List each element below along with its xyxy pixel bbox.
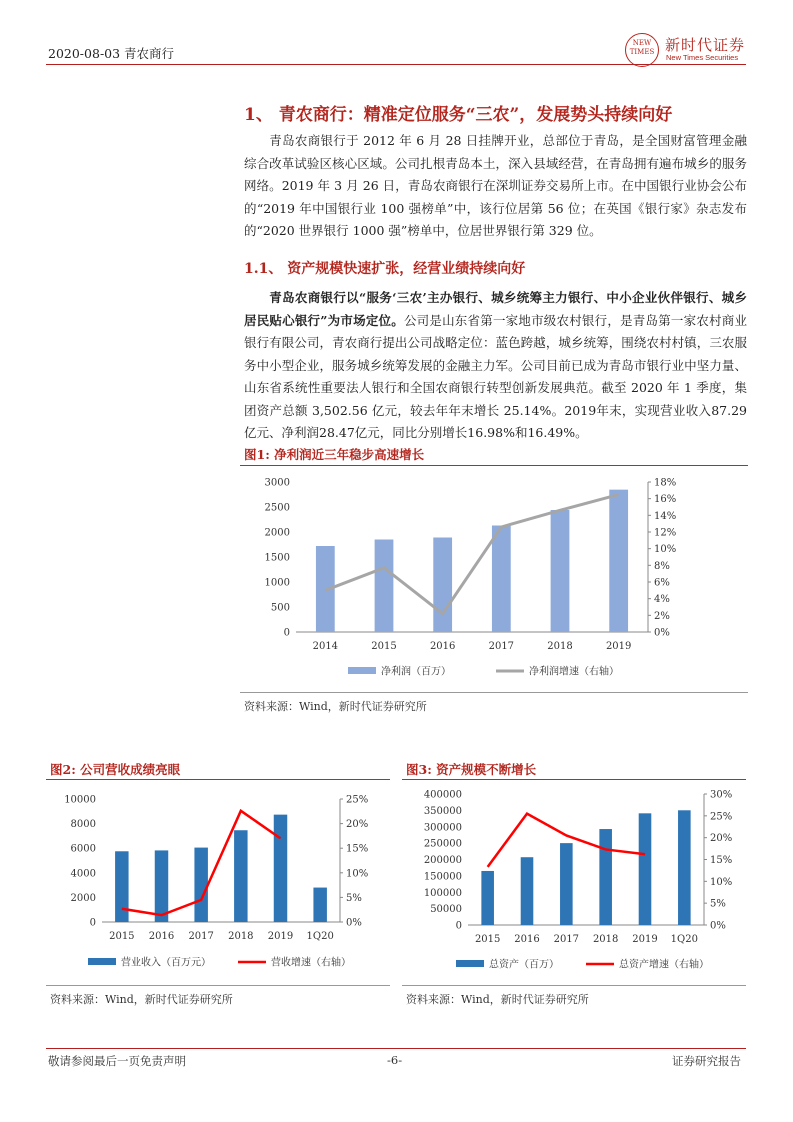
left-tick-label: 1500 bbox=[264, 552, 290, 564]
figure2-bottom-rule bbox=[46, 985, 390, 986]
figure3-source: 资料来源：Wind，新时代证券研究所 bbox=[406, 993, 589, 1006]
bar bbox=[560, 843, 573, 925]
legend-bar-swatch bbox=[348, 667, 376, 674]
right-tick-label: 2% bbox=[654, 610, 670, 622]
bar bbox=[375, 540, 394, 633]
right-tick-label: 12% bbox=[654, 527, 677, 539]
left-tick-label: 8000 bbox=[70, 819, 96, 831]
figure1-bottom-rule bbox=[240, 692, 748, 693]
right-tick-label: 25% bbox=[710, 811, 733, 823]
header-divider bbox=[46, 64, 746, 65]
left-tick-label: 300000 bbox=[423, 822, 462, 834]
bar bbox=[639, 813, 652, 925]
growth-line bbox=[325, 495, 618, 614]
left-tick-label: 0 bbox=[89, 917, 96, 929]
legend-bar-swatch bbox=[456, 960, 484, 967]
bar bbox=[234, 830, 247, 922]
subsection-title: 1.1、 资产规模快速扩张，经营业绩持续向好 bbox=[244, 261, 526, 277]
chart-revenue bbox=[46, 784, 390, 980]
x-tick-label: 2015 bbox=[109, 931, 135, 942]
page-number: -6- bbox=[387, 1053, 403, 1067]
left-tick-label: 2000 bbox=[264, 527, 290, 539]
left-tick-label: 150000 bbox=[423, 871, 462, 883]
right-tick-label: 14% bbox=[654, 510, 677, 522]
right-tick-label: 5% bbox=[710, 898, 726, 910]
x-tick-label: 2015 bbox=[474, 934, 501, 945]
company-logo-icon: NEW TIMES bbox=[625, 33, 659, 67]
right-tick-label: 20% bbox=[346, 819, 369, 831]
section-paragraph bbox=[244, 130, 747, 243]
legend-bar-label: 总资产（百万） bbox=[489, 959, 559, 971]
left-tick-label: 3000 bbox=[264, 477, 290, 489]
footer-divider bbox=[46, 1048, 746, 1049]
left-tick-label: 2000 bbox=[70, 892, 96, 904]
footer-disclaimer: 敬请参阅最后一页免责声明 bbox=[48, 1054, 186, 1068]
chart-total-assets bbox=[402, 784, 746, 980]
bar bbox=[492, 526, 511, 633]
right-tick-label: 10% bbox=[346, 868, 369, 880]
figure3-bottom-rule bbox=[402, 985, 746, 986]
right-tick-label: 4% bbox=[654, 594, 670, 606]
x-tick-label: 2017 bbox=[488, 641, 515, 652]
chart-net-profit bbox=[240, 470, 748, 688]
right-tick-label: 0% bbox=[710, 920, 726, 932]
x-tick-label: 2019 bbox=[267, 931, 294, 942]
left-tick-label: 500 bbox=[270, 602, 290, 614]
footer-report-type: 证券研究报告 bbox=[672, 1054, 741, 1068]
bar bbox=[433, 538, 452, 633]
right-tick-label: 30% bbox=[710, 789, 733, 801]
legend-bar-swatch bbox=[88, 958, 116, 965]
left-tick-label: 10000 bbox=[64, 794, 96, 806]
left-tick-label: 250000 bbox=[423, 838, 462, 850]
left-tick-label: 400000 bbox=[423, 789, 462, 801]
x-tick-label: 2019 bbox=[632, 934, 658, 945]
left-tick-label: 2500 bbox=[264, 502, 290, 514]
left-tick-label: 6000 bbox=[70, 843, 96, 855]
figure2-source: 资料来源：Wind，新时代证券研究所 bbox=[50, 993, 233, 1006]
bar bbox=[274, 815, 287, 922]
x-tick-label: 1Q20 bbox=[306, 931, 334, 942]
figure2-title: 图2: 公司营收成绩亮眼 bbox=[50, 762, 181, 777]
figure2-top-rule bbox=[46, 779, 390, 780]
x-tick-label: 2016 bbox=[429, 641, 456, 652]
x-tick-label: 2018 bbox=[228, 931, 254, 942]
left-tick-label: 0 bbox=[283, 627, 290, 639]
right-tick-label: 20% bbox=[710, 833, 733, 845]
x-tick-label: 2015 bbox=[371, 641, 397, 652]
bar bbox=[155, 850, 168, 922]
left-tick-label: 350000 bbox=[423, 805, 462, 817]
figure1-title: 图1: 净利润近三年稳步高速增长 bbox=[244, 447, 425, 462]
bar bbox=[313, 888, 326, 922]
paragraph-rest: 公司是山东省第一家地市级农村银行，是青岛第一家农村商业银行有限公司，青农商行提出公司战略定位：蓝色跨越，城乡统筹，围绕农村村镇，三农服务中小型企业，服务城乡统筹发展的金融主力军。公司目前已成为青岛市银行业中坚力量、山东省系统性重要法人银行和全国农商银行转型创新发展典范。截至 2020 年 1 季度，集团资产总额 3,502.56 亿元，较去年年末增长 25.14%。2019年末，实现营业收入87.29亿元、净利润28.47亿元，同比分别增长16.98%和16.49%。 bbox=[244, 312, 747, 440]
x-tick-label: 1Q20 bbox=[670, 934, 698, 945]
x-tick-label: 2016 bbox=[514, 934, 540, 945]
bar bbox=[194, 848, 207, 922]
section-paragraph-text: 青岛农商银行于 2012 年 6 月 28 日挂牌开业，总部位于青岛，是全国财富管理金融综合改革试验区核心区域。公司扎根青岛本土，深入县域经营，在青岛拥有遍布城乡的服务网络。2019 年 3 月 26 日，青岛农商银行在深圳证券交易所上市。在中国银行业协会公布的“2019 年中国银行业 100 强榜单”中，该行位居第 56 位；在英国《银行家》杂志发布的“2020 世界银行 1000 强”榜单中，位居世界银行第 329 位。 bbox=[244, 133, 747, 238]
legend-line-label: 营收增速（右轴） bbox=[271, 957, 351, 969]
right-tick-label: 15% bbox=[710, 855, 733, 866]
right-tick-label: 0% bbox=[346, 917, 362, 929]
right-tick-label: 10% bbox=[654, 544, 677, 556]
bar bbox=[678, 810, 691, 925]
bar bbox=[599, 829, 612, 925]
x-tick-label: 2017 bbox=[188, 931, 214, 942]
bar bbox=[521, 857, 534, 925]
logo-cn-text: 新时代证券 bbox=[665, 36, 746, 54]
right-tick-label: 18% bbox=[654, 477, 677, 489]
x-tick-label: 2017 bbox=[553, 934, 580, 945]
left-tick-label: 0 bbox=[455, 920, 462, 932]
right-tick-label: 16% bbox=[654, 494, 677, 506]
x-tick-label: 2018 bbox=[547, 641, 573, 652]
logo-en-text: New Times Securities bbox=[666, 53, 739, 62]
left-tick-label: 4000 bbox=[70, 868, 96, 880]
subsection-paragraph bbox=[244, 287, 747, 445]
bar bbox=[115, 851, 128, 922]
legend-line-label: 总资产增速（右轴） bbox=[619, 959, 709, 971]
section-title: 1、 青农商行：精准定位服务“三农”，发展势头持续向好 bbox=[244, 105, 673, 125]
left-tick-label: 50000 bbox=[430, 904, 462, 916]
left-tick-label: 1000 bbox=[264, 577, 290, 589]
right-tick-label: 5% bbox=[346, 892, 362, 904]
paragraph-bold-lead: 青岛农商银行以“服务‘三农’主办银行、城乡统筹主力银行、中小企业伙伴银行、城乡居民贴心银行”为市场定位。 bbox=[244, 290, 747, 328]
x-tick-label: 2019 bbox=[605, 641, 632, 652]
figure1-top-rule bbox=[240, 465, 748, 466]
header-date-company: 2020-08-03 青农商行 bbox=[48, 46, 175, 61]
right-tick-label: 10% bbox=[710, 876, 733, 888]
right-tick-label: 8% bbox=[654, 560, 670, 572]
bar bbox=[551, 510, 570, 632]
bar bbox=[609, 490, 628, 632]
legend-bar-label: 净利润（百万） bbox=[381, 666, 451, 678]
figure1-source: 资料来源：Wind，新时代证券研究所 bbox=[244, 700, 427, 713]
legend-bar-label: 营业收入（百万元） bbox=[121, 957, 211, 969]
right-tick-label: 0% bbox=[654, 627, 670, 639]
legend-line-label: 净利润增速（右轴） bbox=[529, 666, 619, 678]
right-tick-label: 25% bbox=[346, 794, 369, 806]
x-tick-label: 2018 bbox=[592, 934, 619, 945]
figure3-top-rule bbox=[402, 779, 746, 780]
x-tick-label: 2016 bbox=[148, 931, 175, 942]
x-tick-label: 2014 bbox=[312, 641, 339, 652]
right-tick-label: 6% bbox=[654, 577, 670, 589]
figure3-title: 图3: 资产规模不断增长 bbox=[406, 762, 537, 777]
right-tick-label: 15% bbox=[346, 843, 369, 855]
left-tick-label: 100000 bbox=[423, 887, 462, 899]
bar bbox=[481, 871, 494, 925]
left-tick-label: 200000 bbox=[423, 855, 462, 866]
